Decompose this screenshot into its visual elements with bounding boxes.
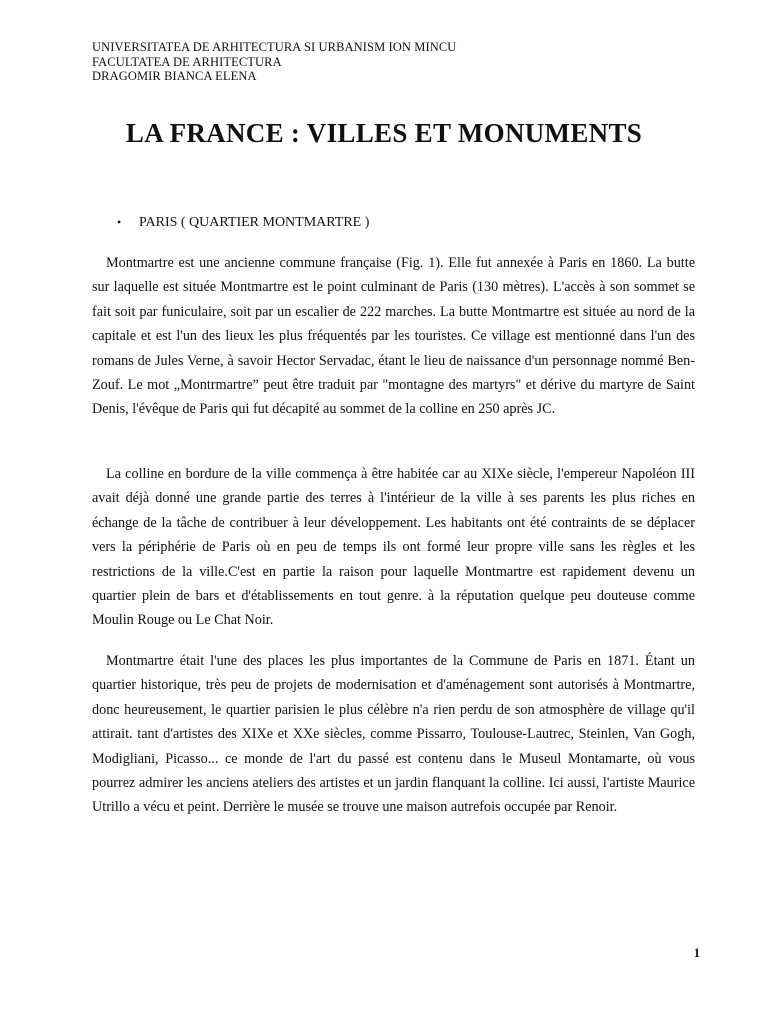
document-title: LA FRANCE : VILLES ET MONUMENTS [125,118,643,148]
paragraph-1: Montmartre est une ancienne commune française (Fig. 1). Elle fut annexée à Paris en 1860. La butte sur laquelle est située Montmartre est le point culminant de Paris (130 mètres). L'accès à son sommet se fait soit par funiculaire, soit par un escalier de 222 marches. La butte Montmartre est située au nord de la capitale et est l'un des lieux les plus fréquentés par les touristes. Ce village est mentionné dans l'un des romans de Jules Verne, à savoir Hector Servadac, étant le lieu de naissance d'un personnage nommé Ben-Zouf. Le mot „Montrmartre” peut être traduit par "montagne des martyrs" et dérive du martyre de Saint Denis, l'évêque de Paris qui fut décapité au sommet de la colline en 250 après JC. [92,255,695,418]
paragraph-3: Montmartre était l'une des places les plus importantes de la Commune de Paris en 1871. Étant un quartier historique, très peu de projets de modernisation et d'aménagement sont autorisés à Montmartre, donc heureusement, le quartier parisien le plus célèbre n'a rien perdu de son atmosphère de village qu'il attirait. tant d'artistes des XIXe et XXe siècles, comme Pissarro, Toulouse-Lautrec, Steinlen, Van Gogh, Modigliani, Picasso... ce monde de l'art du passé est contenu dans le Museul Montamarte, où vous pourrez admirer les anciens ateliers des artistes et un jardin flanquant la colline. Ici aussi, l'artiste Maurice Utrillo a vécu et peint. Derrière le musée se trouve une maison autrefois occupée par Renoir. [92,653,695,816]
university-name: UNIVERSITATEA DE ARHITECTURA SI URBANISM ION MINCU [92,40,457,54]
section-heading-text: PARIS ( QUARTIER MONTMARTRE ) [139,215,370,230]
author-name: DRAGOMIR BIANCA ELENA [92,69,257,83]
section-heading [117,212,369,233]
bullet-icon: • [117,215,122,229]
paragraph-2: La colline en bordure de la ville commença à être habitée car au XIXe siècle, l'empereur Napoléon III avait déjà donné une grande partie des terres à l'intérieur de la ville à ses parents les plus riches en échange de la tâche de contribuer à leur développement. Les habitants ont été contraints de se déplacer vers la périphérie de Paris où en peu de temps ils ont formé leur propre ville sans les règles et les restrictions de la ville.C'est en partie la raison pour laquelle Montmartre est rapidement devenu un quartier plein de bars et d'établissements en tout genre. à la réputation quelque peu douteuse comme Moulin Rouge ou Le Chat Noir. [92,466,695,629]
page-number: 1 [693,946,700,960]
faculty-name: FACULTATEA DE ARHITECTURA [92,54,282,69]
document-header [92,40,456,84]
